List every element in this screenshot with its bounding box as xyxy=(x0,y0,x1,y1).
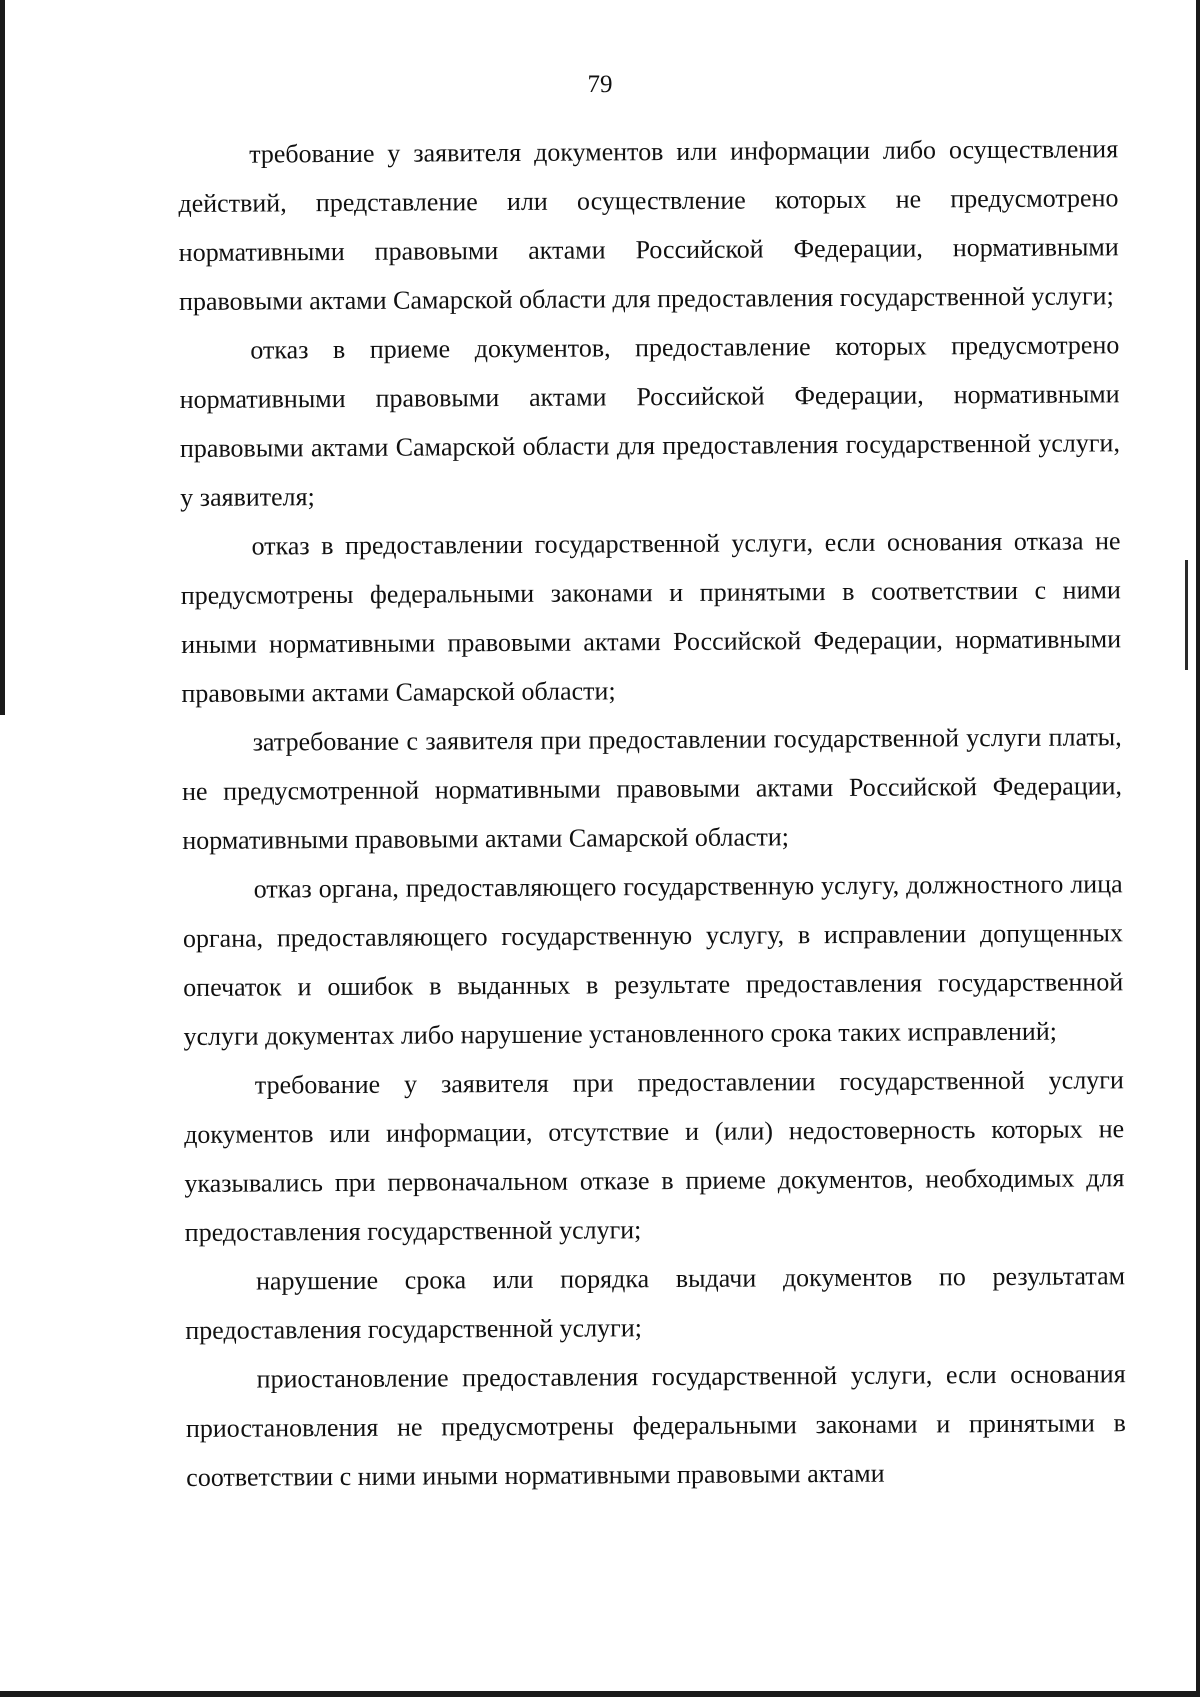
scan-edge-bottom xyxy=(0,1691,1200,1697)
paragraph: приостановление предоставления государственной услуги, если основания приостановления не предусмотрены федеральными законами и принятыми в соответствии с ними иными нормативными правовыми актами xyxy=(185,1359,1127,1492)
paragraph: отказ в предоставлении государственной услуги, если основания отказа не предусмотрены федеральными законами и принятыми в соответствии с ними иными нормативными правовыми актами Российской Федерации, нормативными правовыми актами Самарской области; xyxy=(180,526,1122,708)
paragraph: нарушение срока или порядка выдачи документов по результатам предоставления государственной услуги; xyxy=(185,1261,1126,1345)
paragraph: требование у заявителя документов или информации либо осуществления действий, представление или осуществление которых не предусмотрено нормативными правовыми актами Российской Федерации, нормативными правовыми актами Самарской области для предоставления государственной услуги; xyxy=(178,134,1119,316)
paragraph: отказ в приеме документов, предоставление которых предусмотрено нормативными правовыми актами Российской Федерации, нормативными правовыми актами Самарской области для предоставления государственной услуги, у заявителя; xyxy=(179,330,1121,512)
scan-edge-mark xyxy=(1185,560,1188,670)
body-text xyxy=(178,124,1126,1502)
paragraph: отказ органа, предоставляющего государственную услугу, должностного лица органа, предоставляющего государственную услугу, в исправлении допущенных опечаток и ошибок в выданных в результате предоставления государственной услуги документах либо нарушение установленного срока таких исправлений; xyxy=(182,869,1124,1051)
scan-edge-left xyxy=(0,0,5,715)
paragraph: требование у заявителя при предоставлении государственной услуги документов или информации, отсутствие и (или) недостоверность которых не указывались при первоначальном отказе в приеме документов, необходимых для предоставления государственной услуги; xyxy=(184,1065,1125,1247)
paragraph: затребование с заявителя при предоставлении государственной услуги платы, не предусмотренной нормативными правовыми актами Российской Федерации, нормативными правовыми актами Самарской области; xyxy=(181,722,1123,855)
scan-edge-right xyxy=(1196,0,1200,1697)
page-number: 79 xyxy=(587,71,613,98)
